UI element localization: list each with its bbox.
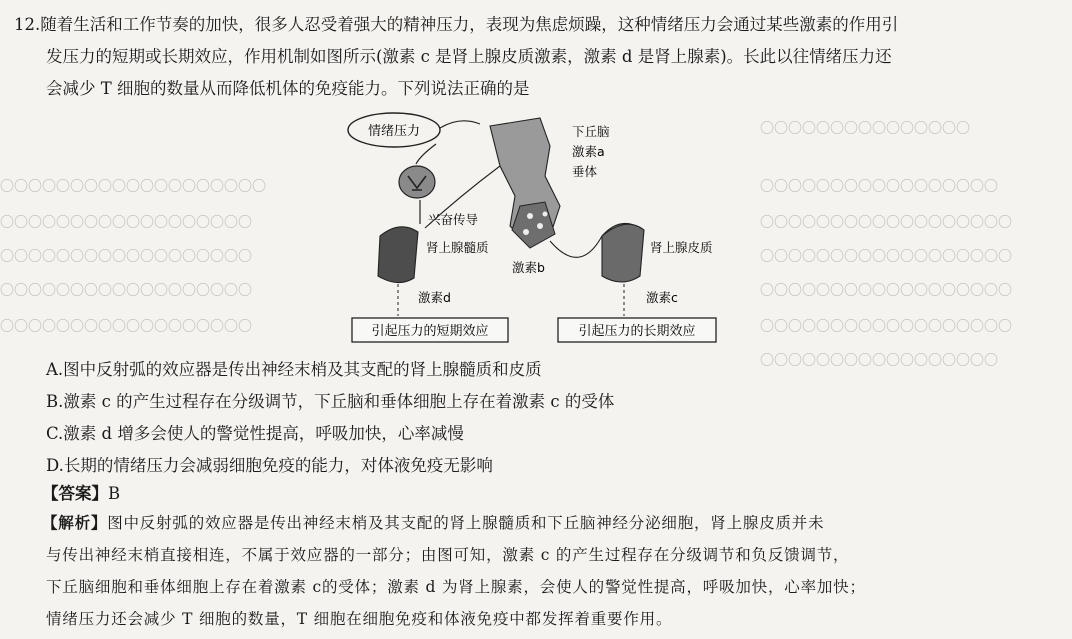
adrenal-cortex-label: 肾上腺皮质 bbox=[650, 240, 713, 255]
option-d: D.长期的情绪压力会减弱细胞免疫的能力，对体液免疫无影响 bbox=[46, 456, 493, 475]
emotion-to-hypothalamus-arrow bbox=[440, 121, 480, 128]
option-a: A.图中反射弧的效应器是传出神经末梢及其支配的肾上腺髓质和皮质 bbox=[46, 360, 542, 379]
bleed-through-text: 〇〇〇〇〇〇〇〇〇〇〇〇〇〇〇〇〇〇 bbox=[760, 283, 1012, 299]
question-stem-line: 发压力的短期或长期效应，作用机制如图所示(激素 c 是肾上腺皮质激素，激素 d 是肾上腺素)。长此以往情绪压力还 bbox=[46, 47, 892, 66]
bleed-through-text: 〇〇〇〇〇〇〇〇〇〇〇〇〇〇〇〇〇〇 bbox=[0, 283, 252, 299]
short-term-effect-label: 引起压力的短期效应 bbox=[371, 324, 489, 339]
hypothalamus-label: 下丘脑 bbox=[572, 124, 610, 139]
explanation-label: 【解析】 bbox=[42, 513, 108, 532]
option-b: B.激素 c 的产生过程存在分级调节，下丘脑和垂体细胞上存在着激素 c 的受体 bbox=[46, 392, 615, 411]
hormone-c-label: 激素c bbox=[646, 290, 678, 305]
bleed-through-text: 〇〇〇〇〇〇〇〇〇〇〇〇〇〇〇〇〇〇 bbox=[760, 215, 1012, 231]
question-stem-line: 12.随着生活和工作节奏的加快，很多人忍受着强大的精神压力，表现为焦虑烦躁，这种情绪压力会通过某些激素的作用引 bbox=[14, 15, 899, 34]
bleed-through-text: 〇〇〇〇〇〇〇〇〇〇〇〇〇〇〇〇〇 bbox=[760, 353, 998, 369]
mechanism-diagram bbox=[340, 106, 740, 344]
emotion-to-spinal-arrow bbox=[416, 144, 436, 164]
bleed-through-text: 〇〇〇〇〇〇〇〇〇〇〇〇〇〇〇 bbox=[760, 121, 970, 137]
explanation-line: 【解析】图中反射弧的效应器是传出神经末梢及其支配的肾上腺髓质和下丘脑神经分泌细胞，肾上腺皮质并未 bbox=[42, 513, 825, 532]
answer-value: B bbox=[108, 484, 121, 503]
long-term-effect-label: 引起压力的长期效应 bbox=[578, 324, 696, 339]
answer-label: 【答案】 bbox=[42, 484, 108, 503]
bleed-through-text: 〇〇〇〇〇〇〇〇〇〇〇〇〇〇〇〇〇 bbox=[760, 179, 998, 195]
explanation-line: 与传出神经末梢直接相连，不属于效应器的一部分；由图可知，激素 c 的产生过程存在分级调节和负反馈调节， bbox=[46, 546, 850, 564]
bleed-through-text: 〇〇〇〇〇〇〇〇〇〇〇〇〇〇〇〇〇〇 bbox=[0, 249, 252, 265]
bleed-through-text: 〇〇〇〇〇〇〇〇〇〇〇〇〇〇〇〇〇〇 bbox=[760, 249, 1012, 265]
adrenal-cortex-icon bbox=[602, 224, 644, 282]
explanation-line: 下丘脑细胞和垂体细胞上存在着激素 c的受体；激素 d 为肾上腺素，会使人的警觉性提高，呼吸加快，心率加快； bbox=[46, 578, 866, 596]
bleed-through-text: 〇〇〇〇〇〇〇〇〇〇〇〇〇〇〇〇〇〇〇 bbox=[0, 179, 266, 195]
excitation-label: 兴奋传导 bbox=[428, 212, 479, 227]
bleed-through-text: 〇〇〇〇〇〇〇〇〇〇〇〇〇〇〇〇〇〇 bbox=[760, 319, 1012, 335]
hypothalamus-pituitary-icon bbox=[490, 118, 560, 248]
explanation-line: 情绪压力还会减少 T 细胞的数量，T 细胞在细胞免疫和体液免疫中都发挥着重要作用。 bbox=[46, 610, 673, 628]
hormone-a-label: 激素a bbox=[572, 144, 605, 159]
question-stem-line: 会减少 T 细胞的数量从而降低机体的免疫能力。下列说法正确的是 bbox=[46, 79, 530, 98]
bleed-through-text: 〇〇〇〇〇〇〇〇〇〇〇〇〇〇〇〇〇〇 bbox=[0, 215, 252, 231]
hormone-d-label: 激素d bbox=[418, 290, 451, 305]
spinal-cord-icon bbox=[399, 166, 435, 198]
adrenal-medulla-label: 肾上腺髓质 bbox=[426, 240, 489, 255]
hormone-b-label: 激素b bbox=[512, 260, 545, 275]
pituitary-label: 垂体 bbox=[572, 164, 598, 179]
option-c: C.激素 d 增多会使人的警觉性提高，呼吸加快，心率减慢 bbox=[46, 424, 464, 443]
adrenal-medulla-icon bbox=[378, 227, 418, 283]
emotion-stress-label: 情绪压力 bbox=[367, 124, 421, 139]
answer-line bbox=[42, 480, 120, 504]
bleed-through-text: 〇〇〇〇〇〇〇〇〇〇〇〇〇〇〇〇〇〇 bbox=[0, 319, 252, 335]
